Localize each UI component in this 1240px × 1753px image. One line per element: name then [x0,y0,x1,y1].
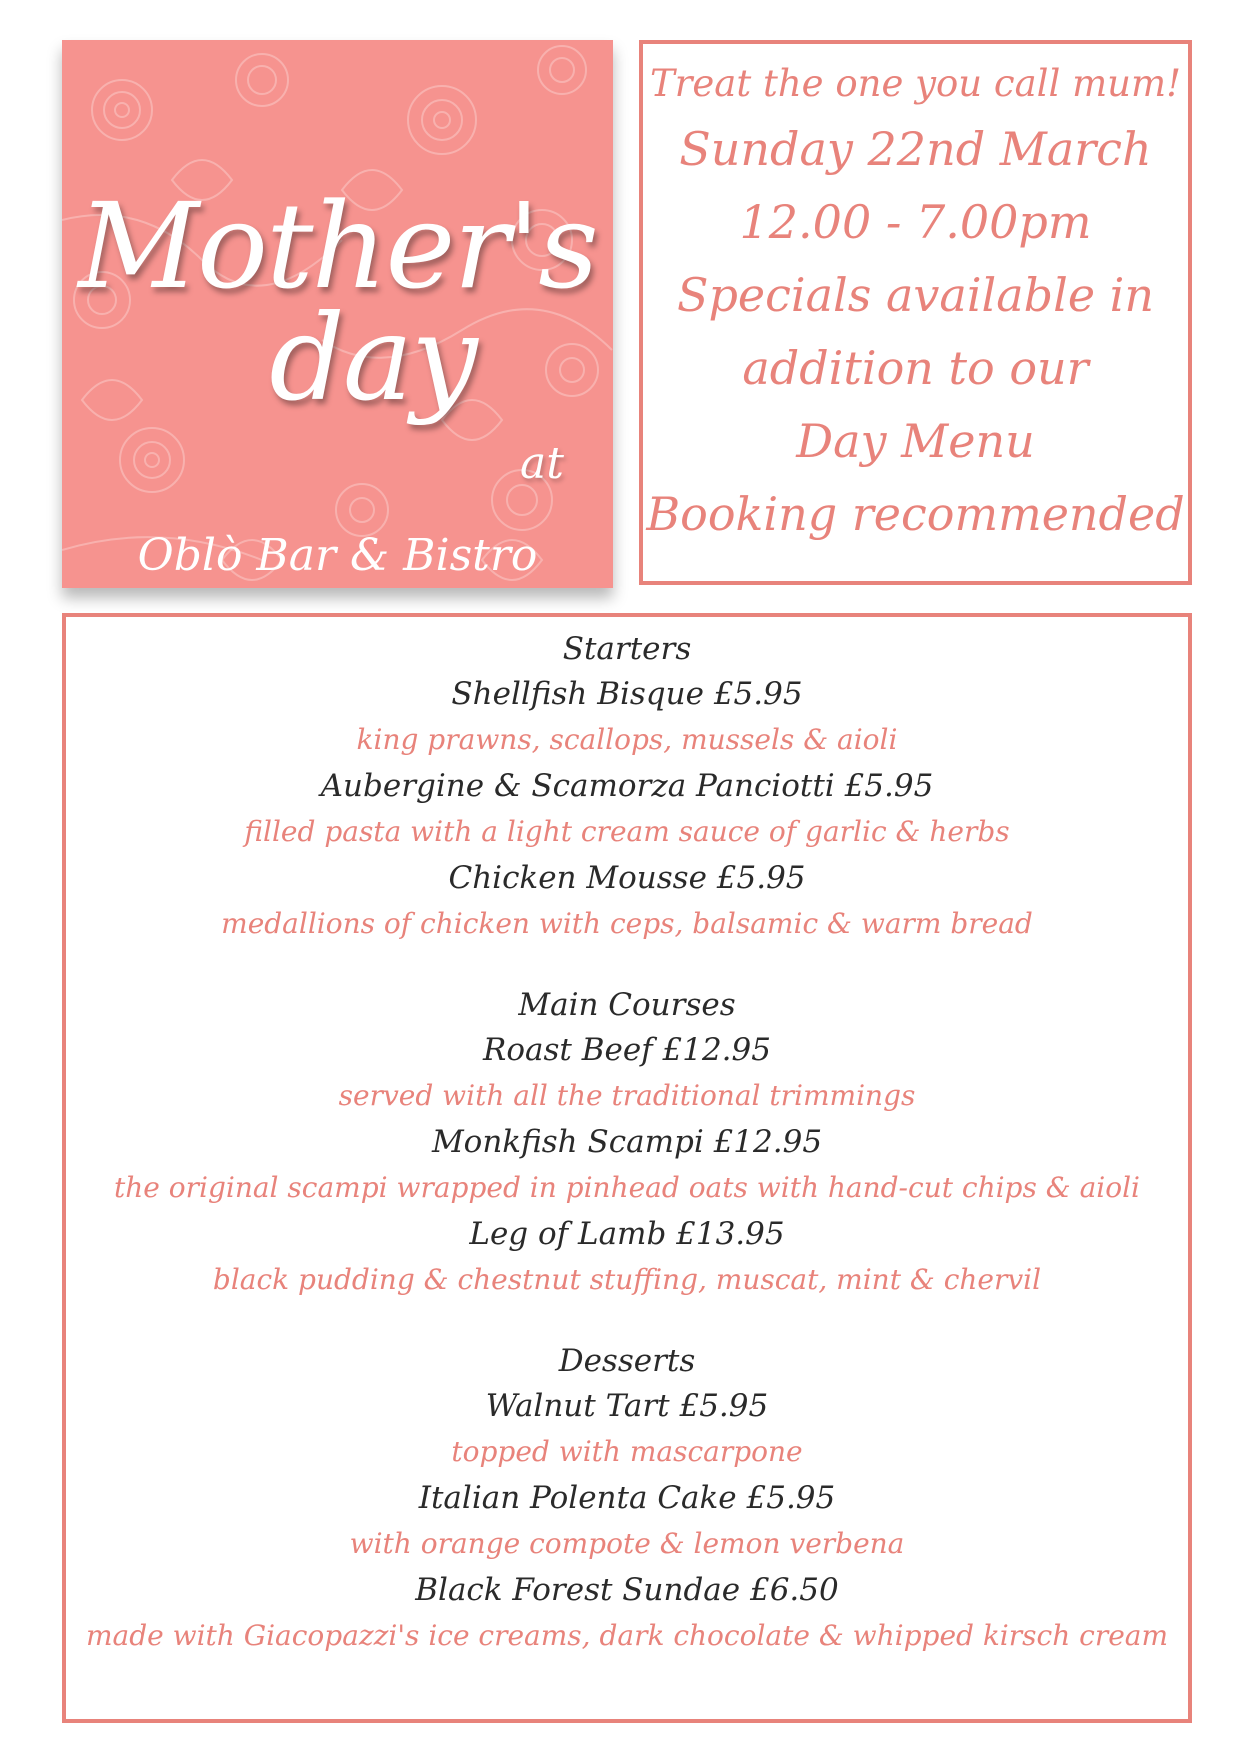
menu-section-starters [66,627,1188,947]
menu-item-name: Leg of Lamb £13.95 [469,1216,785,1252]
info-line-booking: Booking recommended [646,487,1185,541]
menu-section-main-courses [66,983,1188,1303]
section-heading: Desserts [558,1343,696,1379]
menu-item-name: Monkfish Scampi £12.95 [431,1124,823,1160]
menu-item-description: filled pasta with a light cream sauce of garlic & herbs [244,815,1010,848]
section-heading: Starters [562,631,692,667]
menu-item-name: Roast Beef £12.95 [483,1032,771,1068]
menu-item-description: topped with mascarpone [451,1435,803,1468]
menu-item-name: Italian Polenta Cake £5.95 [418,1480,836,1516]
menu-item-description: served with all the traditional trimmings [338,1079,916,1112]
menu-item-name: Aubergine & Scamorza Panciotti £5.95 [320,768,934,804]
menu-item-description: medallions of chicken with ceps, balsamic & warm bread [221,907,1033,940]
menu-item-name: Black Forest Sundae £6.50 [415,1572,839,1608]
event-info-box [639,40,1192,585]
event-time: 12.00 - 7.00pm [739,195,1092,249]
mothers-day-banner [62,40,613,588]
info-line-specials: Specials available in [676,268,1155,322]
venue-name: Oblò Bar & Bistro [137,530,538,581]
menu-box [62,613,1192,1723]
menu-item-description: made with Giacopazzi's ice creams, dark chocolate & whipped kirsch cream [85,1619,1169,1652]
menu-item-description: the original scampi wrapped in pinhead oats with hand-cut chips & aioli [114,1171,1140,1204]
title-line-2: day [269,289,476,427]
at-label: at [520,438,564,489]
menu-item-description: with orange compote & lemon verbena [349,1527,905,1560]
event-date: Sunday 22nd March [679,122,1152,176]
menu-item-description: king prawns, scallops, mussels & aioli [356,723,898,756]
info-line-addition: addition to our [742,341,1089,395]
title-line-1: Mother's [78,177,597,315]
tagline: Treat the one you call mum! [650,62,1181,105]
mothers-day-title [62,177,613,427]
menu-item-description: black pudding & chestnut stuffing, muscat, mint & chervil [212,1263,1042,1296]
menu-item-name: Shellfish Bisque £5.95 [451,676,803,712]
menu-section-desserts [66,1339,1188,1659]
menu-item-name: Walnut Tart £5.95 [485,1388,769,1424]
menu-item-name: Chicken Mousse £5.95 [448,860,806,896]
section-heading: Main Courses [518,987,736,1023]
info-line-day-menu: Day Menu [796,414,1035,468]
